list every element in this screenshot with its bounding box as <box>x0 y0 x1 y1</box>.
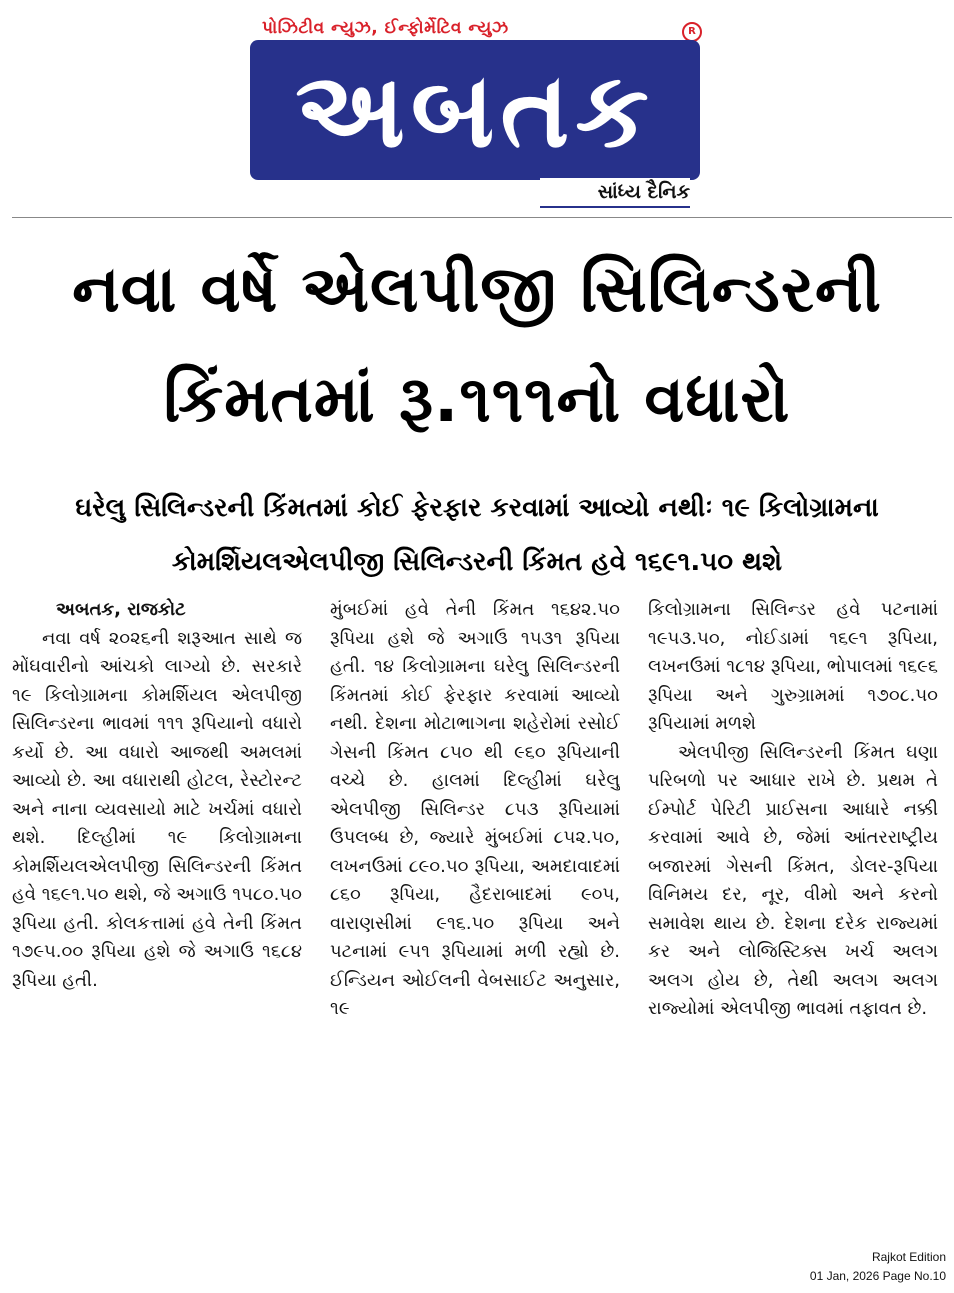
article-column-2 <box>330 596 620 1236</box>
edition-type-label: સાંધ્ય દૈનિક <box>540 178 690 208</box>
headline-line-2: કિંમતમાં રૂ.૧૧૧નો વધારો <box>163 363 791 437</box>
masthead-tagline: પોઝિટીવ ન્યુઝ, ઈન્ફોર્મેટિવ ન્યુઝ <box>262 18 509 38</box>
footer-date-page: 01 Jan, 2026 Page No.10 <box>809 1269 946 1283</box>
newspaper-logo: અબતક <box>250 40 700 180</box>
headline-line-1: નવા વર્ષે એલપીજી સિલિન્ડરની <box>72 253 882 327</box>
dateline: અબતક, રાજકોટ <box>56 599 186 620</box>
column-2-text: મુંબઈમાં હવે તેની કિંમત ૧૬૪૨.૫૦ રૂપિયા હશે જે અગાઉ ૧૫૩૧ રૂપિયા હતી. ૧૪ કિલોગ્રામના ઘરેલુ સિલિન્ડરની કિંમતમાં કોઈ ફેરફાર કરવામાં આવ્યો નથી. દેશના મોટાભાગના શહેરોમાં રસોઈ ગેસની કિંમત ૮૫૦ થી ૯૬૦ રૂપિયાની વચ્ચે છે. હાલમાં દિલ્હીમાં ઘરેલુ એલપીજી સિલિન્ડર ૮૫૩ રૂપિયામાં ઉપલબ્ધ છે, જ્યારે મુંબઈમાં ૮૫૨.૫૦, લખનઉમાં ૮૯૦.૫૦ રૂપિયા, અમદાવાદમાં ૮૬૦ રૂપિયા, હૈદરાબાદમાં ૯૦૫, વારાણસીમાં ૯૧૬.૫૦ રૂપિયા અને પટનામાં ૯૫૧ રૂપિયામાં મળી રહ્યો છે. ઈન્ડિયન ઓઈલની વેબસાઈટ અનુસાર, ૧૯ <box>330 599 620 1019</box>
article-column-1 <box>12 596 302 1236</box>
registered-mark-icon: R <box>682 22 702 42</box>
masthead-divider <box>12 217 952 218</box>
subhead-line-1: ઘરેલુ સિલિન્ડરની કિંમતમાં કોઈ ફેરફાર કરવામાં આવ્યો નથીઃ ૧૯ કિલોગ્રામના <box>75 493 879 523</box>
masthead <box>0 0 954 210</box>
column-3-paragraph-2: એલપીજી સિલિન્ડરની કિંમત ઘણા પરિબળો પર આધાર રાખે છે. પ્રથમ તે ઈમ્પોર્ટ પેરિટી પ્રાઈસના આધારે નક્કી કરવામાં આવે છે, જેમાં આંતરરાષ્ટ્રીય બજારમાં ગેસની કિંમત, ડોલર-રૂપિયા વિનિમય દર, નૂર, વીમો અને કરનો સમાવેશ થાય છે. દેશના દરેક રાજ્યમાં કર અને લોજિસ્ટિક્સ ખર્ચ અલગ અલગ હોય છે, તેથી અલગ અલગ રાજ્યોમાં એલપીજી ભાવમાં તફાવત છે. <box>648 741 938 1019</box>
article-body <box>12 596 942 1236</box>
article-column-3 <box>648 596 938 1236</box>
footer-edition: Rajkot Edition <box>871 1250 946 1264</box>
subhead-line-2: કોમર્શિયલએલપીજી સિલિન્ડરની કિંમત હવે ૧૬૯૧.૫૦ થશે <box>171 547 783 577</box>
column-1-text: નવા વર્ષ ૨૦૨૬ની શરૂઆત સાથે જ મોંઘવારીનો આંચકો લાગ્યો છે. સરકારે ૧૯ કિલોગ્રામના કોમર્શિયલ એલપીજી સિલિન્ડરના ભાવમાં ૧૧૧ રૂપિયાનો વધારો કર્યો છે. આ વધારો આજથી અમલમાં આવ્યો છે. આ વધારાથી હોટલ, રેસ્ટોરન્ટ અને નાના વ્યવસાયો માટે ખર્ચમાં વધારો થશે. દિલ્હીમાં ૧૯ કિલોગ્રામના કોમર્શિયલએલપીજી સિલિન્ડરની કિંમત હવે ૧૬૯૧.૫૦ થશે, જે અગાઉ ૧૫૮૦.૫૦ રૂપિયા હતી. કોલકત્તામાં હવે તેની કિંમત ૧૭૯૫.૦૦ રૂપિયા હશે જે અગાઉ ૧૬૮૪ રૂપિયા હતી. <box>12 627 302 991</box>
column-3-paragraph-1: કિલોગ્રામના સિલિન્ડર હવે પટનામાં ૧૯૫૩.૫૦, નોઈડામાં ૧૬૯૧ રૂપિયા, લખનઉમાં ૧૮૧૪ રૂપિયા, ભોપાલમાં ૧૬૯૬ રૂપિયા અને ગુરુગ્રામમાં ૧૭૦૮.૫૦ રૂપિયામાં મળશે <box>648 599 938 734</box>
